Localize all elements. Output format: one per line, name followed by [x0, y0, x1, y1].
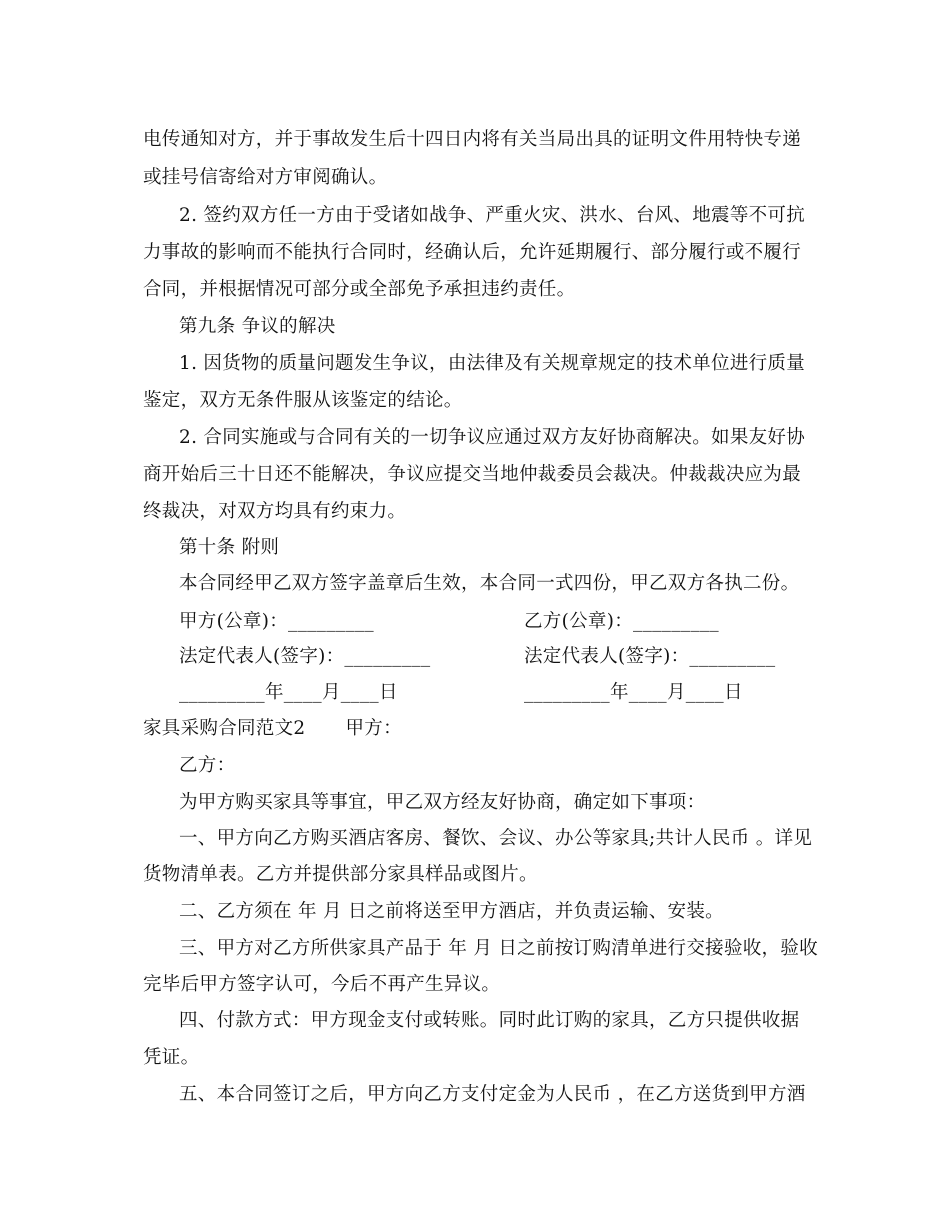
- paragraph-line: 或挂号信寄给对方审阅确认。: [143, 167, 388, 188]
- paragraph-line: 一、甲方向乙方购买酒店客房、餐饮、会议、办公等家具;共计人民币 。详见: [179, 828, 813, 849]
- party-b-seal-field: 乙方(公章)：_________: [524, 611, 719, 632]
- paragraph-line: 为甲方购买家具等事宜，甲乙双方经友好协商，确定如下事项：: [179, 792, 706, 813]
- paragraph-line: 合同，并根据情况可部分或全部免予承担违约责任。: [143, 279, 576, 300]
- paragraph-line: 三、甲方对乙方所供家具产品于 年 月 日之前按订购清单进行交接验收，验收: [179, 938, 818, 959]
- paragraph-line: 2. 签约双方任一方由于受诸如战争、严重火灾、洪水、台风、地震等不可抗: [179, 205, 806, 226]
- contract-title: 家具采购合同范文2: [143, 718, 306, 739]
- paragraph-line: 1. 因货物的质量问题发生争议，由法律及有关规章规定的技术单位进行质量: [179, 353, 806, 374]
- paragraph-line: 鉴定，双方无条件服从该鉴定的结论。: [143, 390, 463, 411]
- paragraph-line: 凭证。: [143, 1047, 200, 1068]
- paragraph-line: 终裁决，对双方均具有约束力。: [143, 501, 407, 522]
- party-a-label: 甲方：: [345, 718, 402, 739]
- contract-title-line: [143, 717, 402, 741]
- paragraph-line: 完毕后甲方签字认可，今后不再产生异议。: [143, 974, 501, 995]
- paragraph-line: 货物清单表。乙方并提供部分家具样品或图片。: [143, 864, 538, 885]
- party-b-date-field: _________年____月____日: [524, 682, 743, 703]
- party-a-seal-field: 甲方(公章)：_________: [179, 611, 374, 632]
- paragraph-line: 商开始后三十日还不能解决，争议应提交当地仲裁委员会裁决。仲裁裁决应为最: [143, 464, 802, 485]
- paragraph-line: 五、本合同签订之后，甲方向乙方支付定金为人民币 ，在乙方送货到甲方酒: [179, 1084, 806, 1105]
- paragraph-line: 力事故的影响而不能执行合同时，经确认后，允许延期履行、部分履行或不履行: [143, 242, 802, 263]
- party-a-date-field: _________年____月____日: [179, 682, 398, 703]
- paragraph-line: 二、乙方须在 年 月 日之前将送至甲方酒店，并负责运输、安装。: [179, 901, 724, 922]
- party-a-representative-field: 法定代表人(签字)：_________: [179, 646, 431, 667]
- paragraph-line: 2. 合同实施或与合同有关的一切争议应通过双方友好协商解决。如果友好协: [179, 427, 806, 448]
- party-b-label: 乙方：: [179, 755, 236, 776]
- paragraph-line: 本合同经甲乙双方签字盖章后生效，本合同一式四份，甲乙双方各执二份。: [179, 573, 800, 594]
- paragraph-line: 四、付款方式：甲方现金支付或转账。同时此订购的家具，乙方只提供收据: [179, 1010, 800, 1031]
- party-b-representative-field: 法定代表人(签字)：_________: [524, 646, 776, 667]
- section-heading: 第九条 争议的解决: [179, 316, 336, 337]
- section-heading: 第十条 附则: [179, 537, 280, 558]
- paragraph-line: 电传通知对方，并于事故发生后十四日内将有关当局出具的证明文件用特快专递: [143, 129, 802, 150]
